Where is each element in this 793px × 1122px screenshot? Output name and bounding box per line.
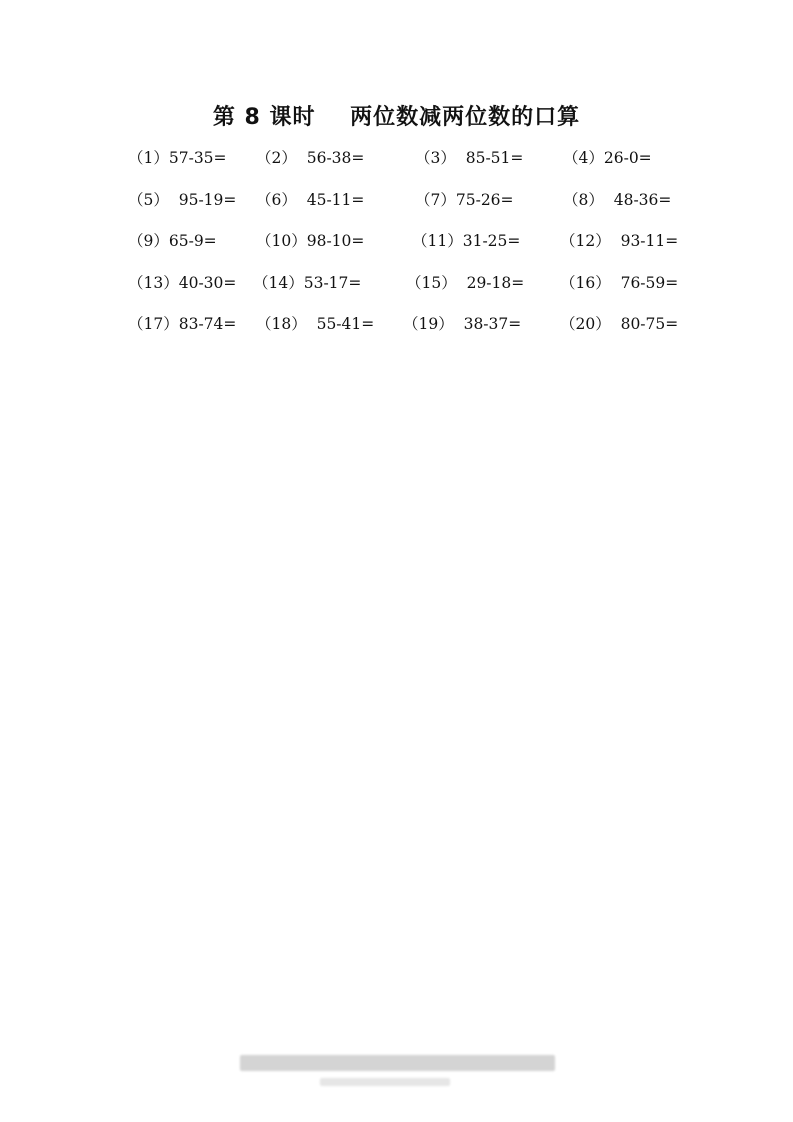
problem-item: （14）53-17= [253, 274, 362, 292]
blurred-footer-watermark-line [320, 1078, 450, 1086]
problem-item: （2） 56-38= [256, 149, 365, 167]
problem-item: （5） 95-19= [128, 191, 237, 209]
page-title: 第 8 课时 两位数减两位数的口算 [212, 105, 581, 130]
problem-item: （18） 55-41= [256, 315, 375, 333]
problem-item: （20） 80-75= [560, 315, 679, 333]
problem-item: （4）26-0= [563, 149, 652, 167]
problem-item: （10）98-10= [256, 232, 365, 250]
problem-item: （6） 45-11= [256, 191, 365, 209]
problem-item: （19） 38-37= [403, 315, 522, 333]
problem-item: （11）31-25= [412, 232, 521, 250]
problem-item: （3） 85-51= [415, 149, 524, 167]
problem-item: （15） 29-18= [406, 274, 525, 292]
blurred-footer-watermark [240, 1055, 555, 1071]
problem-item: （9）65-9= [128, 232, 217, 250]
problem-item: （1）57-35= [128, 149, 227, 167]
problem-item: （17）83-74= [128, 315, 237, 333]
problem-item: （7）75-26= [415, 191, 514, 209]
problem-item: （12） 93-11= [560, 232, 679, 250]
problem-item: （16） 76-59= [560, 274, 679, 292]
problem-item: （8） 48-36= [563, 191, 672, 209]
problem-item: （13）40-30= [128, 274, 237, 292]
